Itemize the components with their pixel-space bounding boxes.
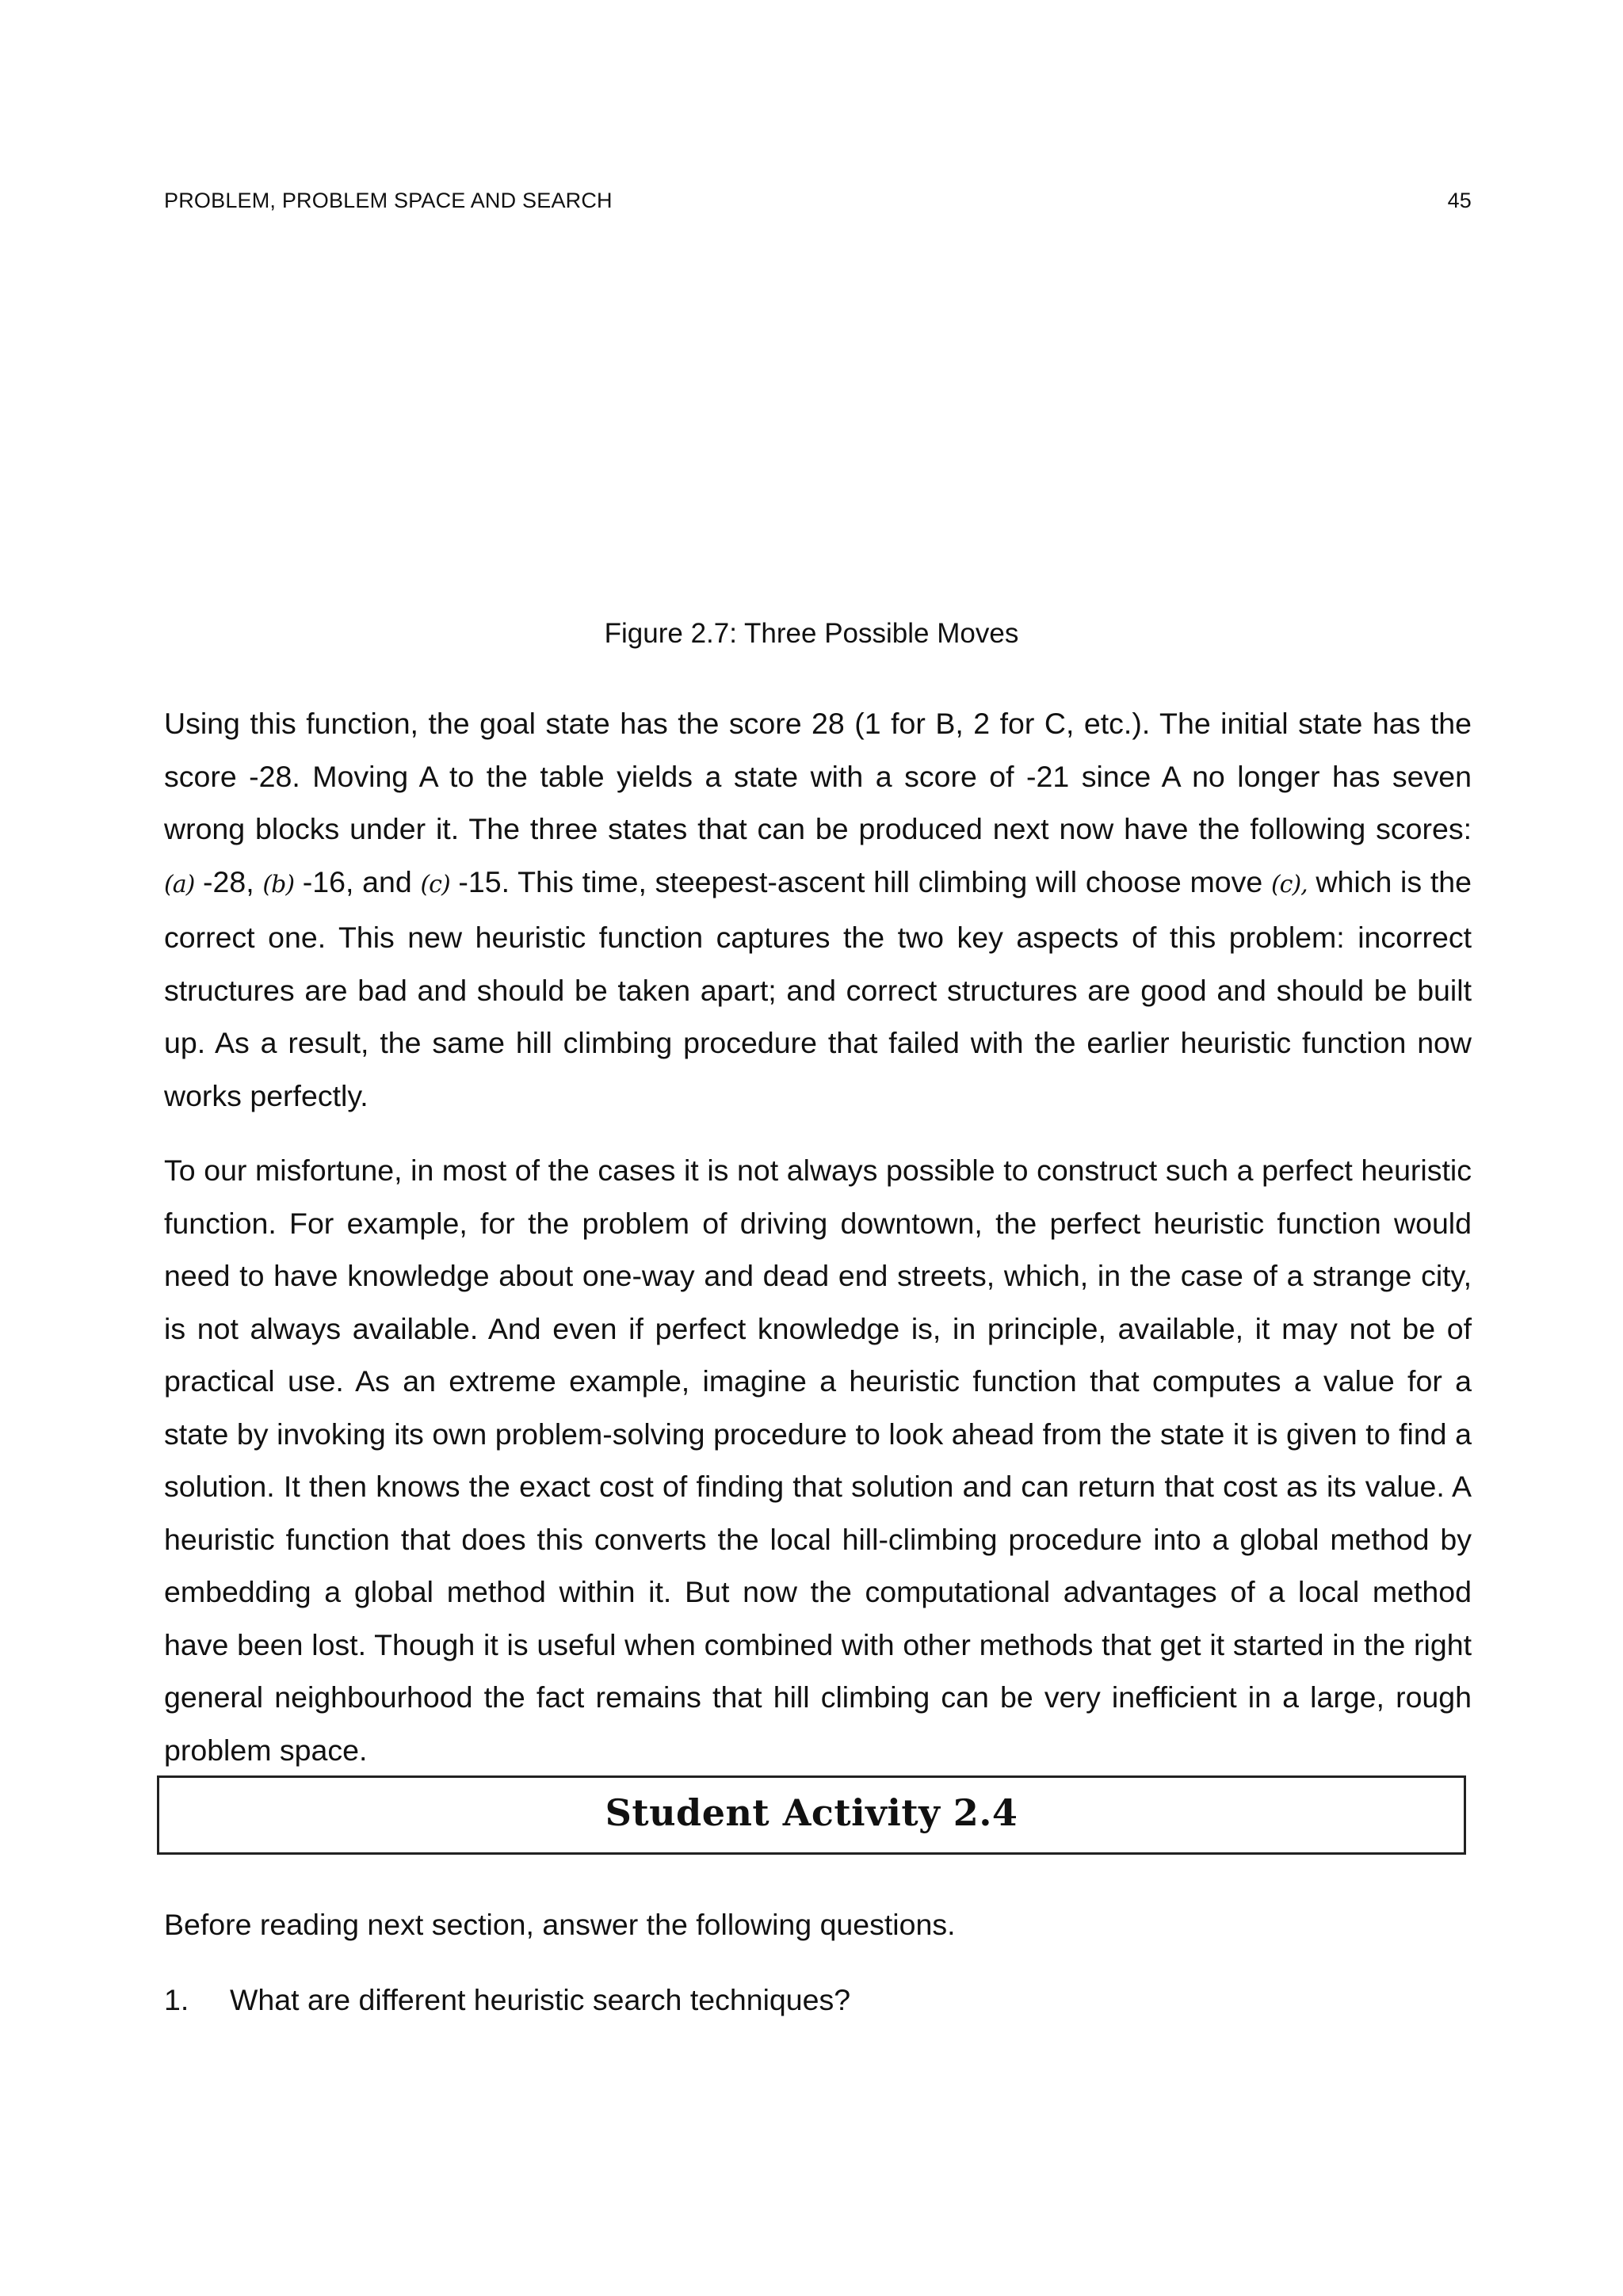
student-activity-title: Student Activity 2.4 [605, 1791, 1018, 1834]
option-label-c-choice: (c), [1270, 870, 1308, 898]
body-paragraph-1 [164, 697, 1472, 1122]
figure-placeholder [164, 238, 1472, 602]
activity-intro: Before reading next section, answer the following questions. [164, 1908, 956, 1941]
option-label-a: (a) [164, 870, 195, 898]
running-header [164, 189, 1472, 213]
paragraph-text: -28, [194, 864, 263, 898]
option-label-b: (b) [262, 870, 295, 898]
paragraph-text: which is the correct one. This new heuristic function captures the two key aspects of this problem: incorrect structures are bad and should be taken apart; and correct structures are good and should be built up. As a result, the same hill climbing procedure that failed with the earlier heuristic function now works perfectly. [164, 864, 1472, 1112]
page-number: 45 [1447, 189, 1472, 212]
paragraph-text: -15. This time, steepest-ascent hill climbing will choose move [449, 864, 1271, 898]
paragraph-text: -16, and [294, 864, 421, 898]
question-text: What are different heuristic search techniques? [230, 1983, 851, 2016]
student-activity-box [157, 1775, 1466, 1855]
question-item [164, 1983, 850, 2017]
question-number: 1. [164, 1983, 189, 2016]
paragraph-text: Using this function, the goal state has the score 28 (1 for B, 2 for C, etc.). The initial state has the score -28. Moving A to the table yields a state with a score of -21 since A no longer has seven wrong blocks under it. The three states that can be produced next now have the following scores: [164, 707, 1472, 845]
body-paragraph-2: To our misfortune, in most of the cases it is not always possible to construct such a perfect heuristic function. For example, for the problem of driving downtown, the perfect heuristic function would need to have knowledge about one-way and dead end streets, which, in the case of a strange city, is not always available. And even if perfect knowledge is, in principle, available, it may not be of practical use. As an extreme example, imagine a heuristic function that computes a value for a state by invoking its own problem-solving procedure to look ahead from the state it is given to find a solution. It then knows the exact cost of finding that solution and can return that cost as its value. A heuristic function that does this converts the local hill-climbing procedure into a global method by embedding a global method within it. But now the computational advantages of a local method have been lost. Though it is useful when combined with other methods that get it started in the right general neighbourhood the fact remains that hill climbing can be very inefficient in a large, rough problem space. [164, 1154, 1472, 1767]
option-label-c: (c) [420, 870, 450, 898]
running-title: PROBLEM, PROBLEM SPACE AND SEARCH [164, 189, 613, 212]
figure-caption: Figure 2.7: Three Possible Moves [604, 618, 1019, 649]
